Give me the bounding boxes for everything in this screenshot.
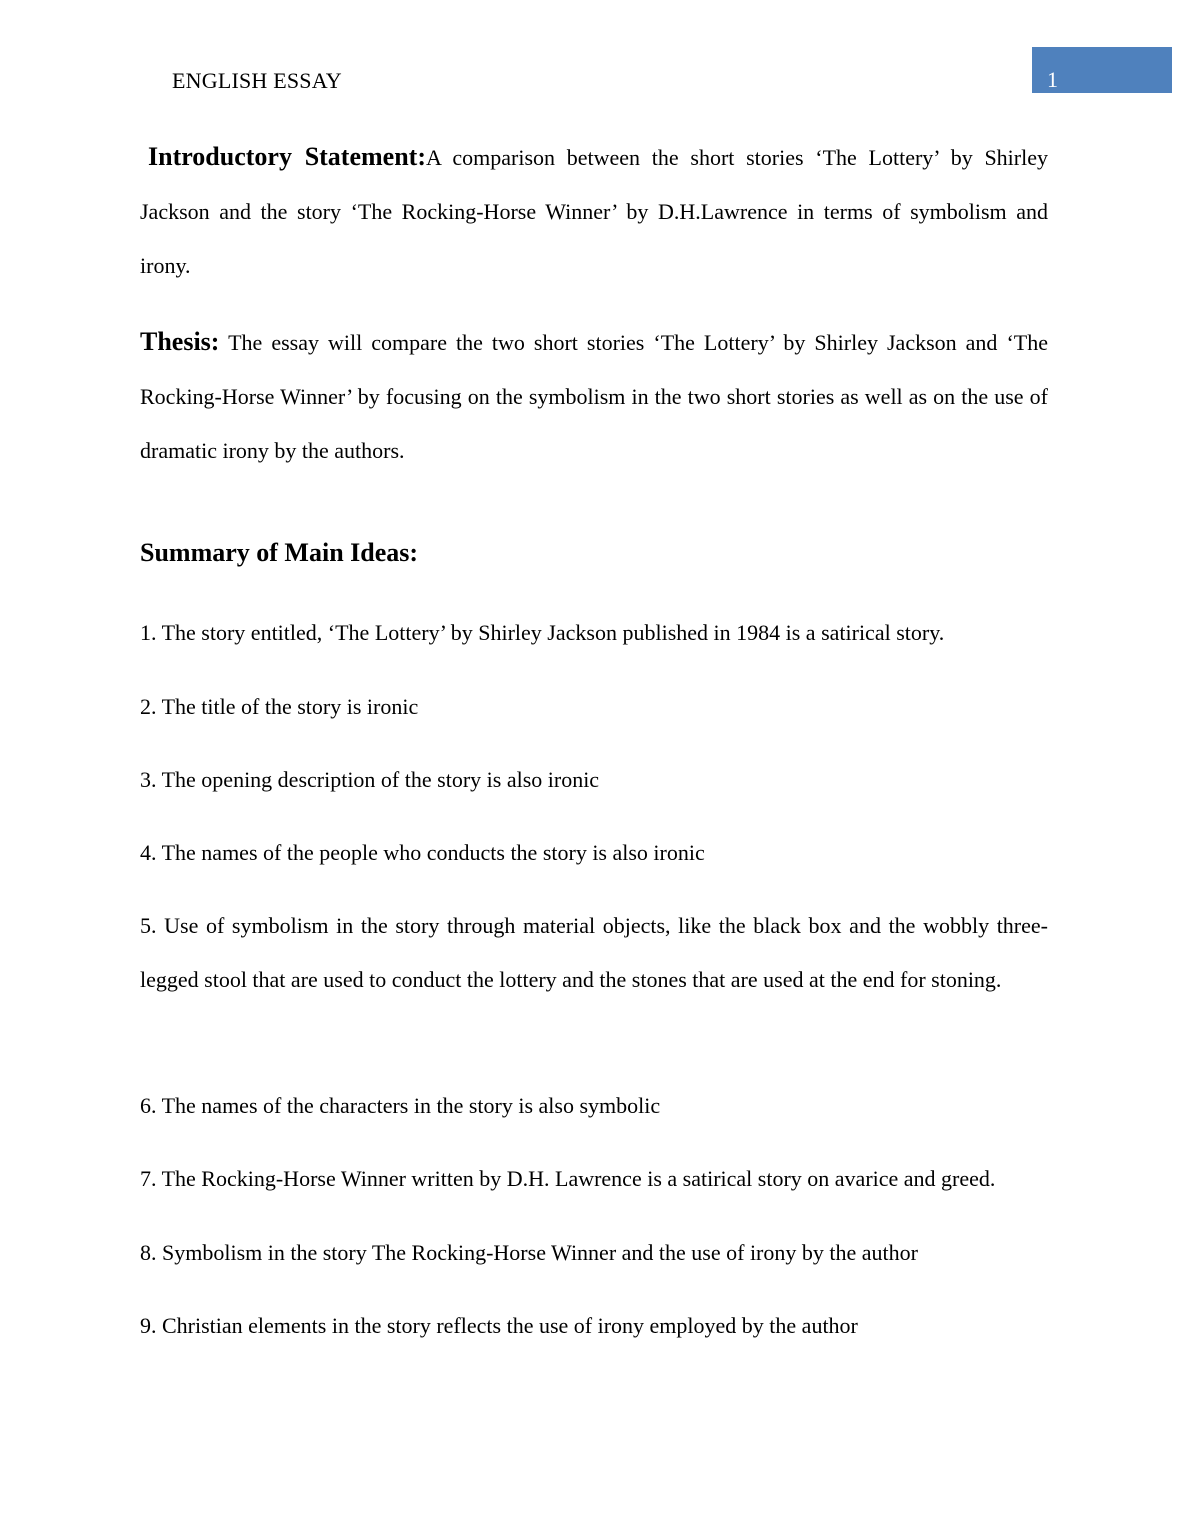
thesis-paragraph [140,315,1048,478]
summary-item-5: 5. Use of symbolism in the story through material objects, like the black box and the wobbly three-legged stool that are used to conduct the lottery and the stones that are used at the end for stoning. [140,913,1048,992]
summary-item-6: 6. The names of the characters in the story is also symbolic [140,1093,661,1118]
page-number-box [1032,47,1172,93]
running-head-title: ENGLISH ESSAY [172,68,342,93]
summary-item-7: 7. The Rocking-Horse Winner written by D.H. Lawrence is a satirical story on avarice and greed. [140,1166,996,1191]
summary-item-9: 9. Christian elements in the story reflects the use of irony employed by the author [140,1313,858,1338]
thesis-text: The essay will compare the two short stories ‘The Lottery’ by Shirley Jackson and ‘The Rocking-Horse Winner’ by focusing on the symbolism in the two short stories as well as on the use of dramatic irony by the authors. [140,330,1048,463]
thesis-label: Thesis: [140,327,220,356]
introductory-statement-label: Introductory Statement: [148,142,426,171]
summary-item-8: 8. Symbolism in the story The Rocking-Horse Winner and the use of irony by the author [140,1240,918,1265]
summary-item-2: 2. The title of the story is ironic [140,694,419,719]
summary-item-1: 1. The story entitled, ‘The Lottery’ by Shirley Jackson published in 1984 is a satirical story. [140,620,945,645]
page-number: 1 [1047,67,1058,92]
summary-item-4: 4. The names of the people who conducts the story is also ironic [140,840,705,865]
introductory-statement-text: A comparison between the short stories ‘The Lottery’ by Shirley Jackson and the story ‘The Rocking-Horse Winner’ by D.H.Lawrence in terms of symbolism and irony. [140,145,1048,278]
summary-heading: Summary of Main Ideas: [140,538,419,567]
introductory-statement-paragraph [140,130,1048,293]
summary-item-3: 3. The opening description of the story is also ironic [140,767,600,792]
